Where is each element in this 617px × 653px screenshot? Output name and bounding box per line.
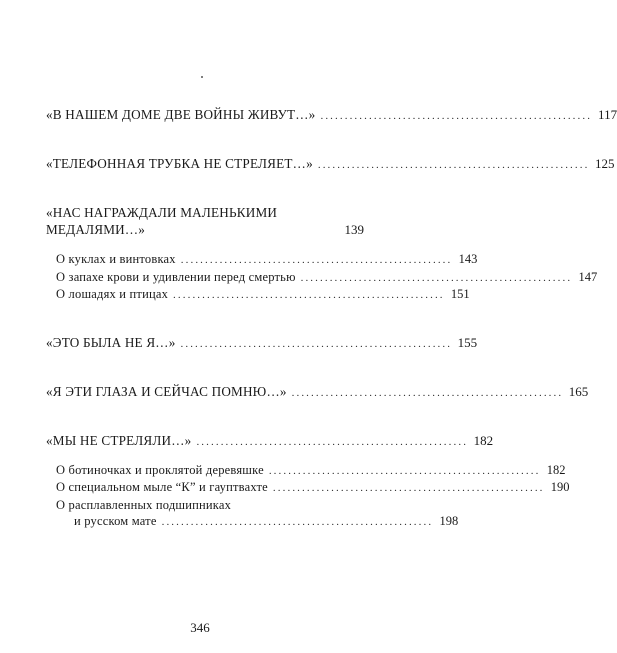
toc-entry — [46, 155, 615, 174]
toc-entry — [46, 383, 589, 402]
toc-entry — [46, 334, 478, 353]
dot-leader: ........................................................ — [173, 289, 445, 301]
subsection-list — [46, 462, 570, 531]
entry-page: 155 — [457, 334, 478, 350]
subentry-page: 147 — [578, 269, 598, 284]
toc-subentry-line1 — [56, 497, 364, 514]
entry-title: «ЭТО БЫЛА НЕ Я…» — [46, 334, 176, 350]
dot-leader: ........................................................ — [196, 435, 469, 448]
entry-page: 139 — [344, 222, 364, 237]
toc-subentry — [56, 251, 478, 269]
toc-entry-multiline — [46, 204, 364, 240]
table-of-contents — [46, 106, 617, 531]
toc-subentry-line2 — [56, 513, 459, 531]
entry-title-line1: «НАС НАГРАЖДАЛИ МАЛЕНЬКИМИ — [46, 205, 278, 220]
dot-leader: ........................................................ — [320, 110, 593, 122]
entry-title-line2: МЕДАЛЯМИ…» — [46, 222, 146, 237]
entry-title: «В НАШЕМ ДОМЕ ДВЕ ВОЙНЫ ЖИВУТ…» — [46, 107, 316, 122]
subentry-page: 143 — [458, 252, 478, 266]
subentry-title: О ботиночках и проклятой деревяшке — [56, 462, 264, 477]
entry-page: 165 — [568, 383, 589, 399]
page-number: 346 — [190, 620, 210, 635]
toc-subentry — [56, 462, 566, 480]
subentry-title-line2: и русском мате — [74, 514, 157, 528]
subentry-page: 190 — [550, 480, 570, 494]
dot-leader: ........................................................ — [317, 159, 590, 171]
toc-subentry — [56, 479, 570, 497]
subentry-page: 198 — [439, 514, 459, 528]
toc-subentry — [56, 286, 470, 304]
subentry-title: О запахе крови и удивлении перед смертью — [56, 269, 296, 284]
dot-leader: ........................................................ — [268, 464, 541, 477]
entry-page: 182 — [473, 432, 494, 448]
subentry-title-line1: О расплавленных подшипниках — [56, 497, 232, 512]
entry-page: 117 — [598, 107, 617, 122]
entry-title: «Я ЭТИ ГЛАЗА И СЕЙЧАС ПОМНЮ…» — [46, 383, 287, 399]
dot-leader: ........................................................ — [272, 482, 545, 494]
subsection-list — [46, 251, 598, 304]
toc-entry — [46, 106, 617, 125]
entry-page: 125 — [594, 156, 615, 171]
dot-leader: ........................................................ — [300, 271, 573, 284]
subentry-title: О лошадях и птицах — [56, 287, 169, 301]
dot-leader: ........................................................ — [180, 254, 453, 266]
subentry-page: 182 — [546, 462, 566, 477]
dot-leader: ........................................................ — [161, 516, 434, 528]
subentry-title: О куклах и винтовках — [56, 252, 176, 266]
dot-leader: ........................................................ — [291, 386, 564, 399]
entry-title: «ТЕЛЕФОННАЯ ТРУБКА НЕ СТРЕЛЯЕТ…» — [46, 156, 313, 171]
dot-leader: ........................................................ — [180, 337, 453, 350]
toc-subentry — [56, 269, 598, 287]
entry-title: «МЫ НЕ СТРЕЛЯЛИ…» — [46, 432, 192, 448]
subentry-title: О специальном мыле “К” и гауптвахте — [56, 480, 268, 494]
toc-entry — [46, 432, 494, 451]
print-mark — [201, 76, 203, 78]
subentry-page: 151 — [450, 287, 470, 301]
